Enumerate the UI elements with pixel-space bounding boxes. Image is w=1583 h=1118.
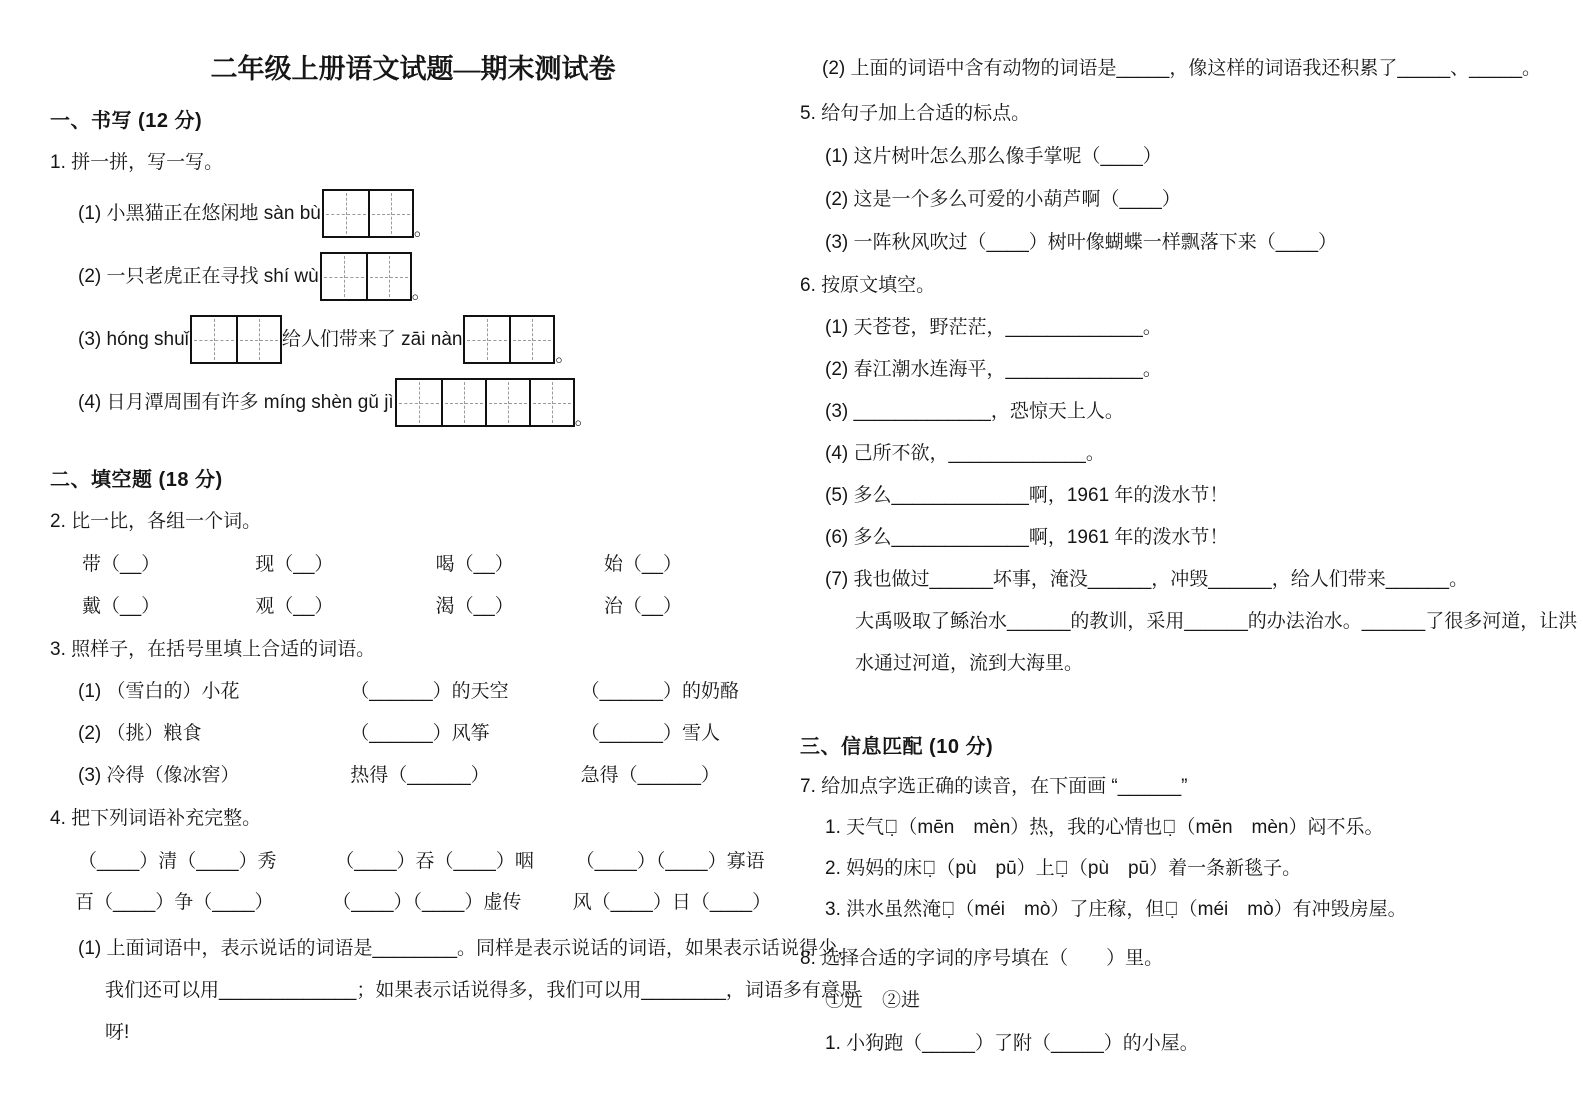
section3-heading: 三、信息匹配 (10 分) [800, 736, 994, 758]
writing-grid [190, 315, 282, 364]
writing-grid [463, 315, 555, 364]
q5-label: 5. 给句子加上合适的标点。 [800, 103, 1031, 124]
q8-item: 1. 小狗跑（_____）了附（_____）的小屋。 [825, 1033, 1199, 1054]
left-column [50, 40, 859, 1043]
grid-cell [324, 191, 368, 236]
period-mark: 。 [574, 408, 594, 429]
q3-row [50, 681, 776, 702]
word-blank: 治（__） [603, 596, 682, 617]
word-blank: 观（__） [255, 596, 334, 617]
q2-label: 2. 比一比，各组一个词。 [50, 511, 262, 532]
q7-item: 2. 妈妈的床铺̣（pù pū）上铺̣（pù pū）着一条新毯子。 [825, 858, 1302, 879]
q6-item: (1) 天苍苍，野茫茫，_____________。 [825, 317, 1162, 338]
q8-label: 8. 选择合适的字词的序号填在（ ）里。 [800, 948, 1164, 969]
phrase-blank: （______）雪人 [580, 723, 720, 744]
section1-heading: 一、书写 (12 分) [50, 110, 203, 132]
grid-cell [509, 317, 553, 362]
q1-item-4 [50, 378, 776, 427]
q6-item: (5) 多么_____________啊，1961 年的泼水节！ [825, 485, 1229, 506]
q4-sub1-line2: 我们还可以用_____________；如果表示话说得多，我们可以用________，词语多有意思 [105, 980, 859, 1001]
q1-item-1-text: (1) 小黑猫正在悠闲地 sàn bù [78, 203, 321, 224]
grid-cell [465, 317, 509, 362]
q1-item-2 [50, 252, 776, 301]
q1-item-3-mid-text: 给人们带来了 zāi nàn [281, 329, 463, 350]
right-column [800, 40, 1583, 1054]
q6-item: (2) 春江潮水连海平，_____________。 [825, 359, 1162, 380]
grid-cell [366, 254, 410, 299]
phrase-blank: 急得（______） [580, 765, 720, 786]
q7-item: 3. 洪水虽然淹没̣（méi mò）了庄稼，但没̣（méi mò）有冲毁房屋。 [825, 899, 1407, 920]
q5-item: (2) 这是一个多么可爱的小葫芦啊（____） [825, 189, 1181, 210]
word-blank: 渴（__） [435, 596, 514, 617]
q5-item: (3) 一阵秋风吹过（____）树叶像蝴蝶一样飘落下来（____） [825, 232, 1338, 253]
writing-grid [322, 189, 414, 238]
idiom-blank: （____）（____）虚传 [332, 892, 522, 913]
q4-sub1-line3: 呀! [105, 1022, 130, 1043]
word-blank: 戴（__） [82, 596, 161, 617]
period-mark: 。 [411, 282, 431, 303]
period-mark: 。 [413, 219, 433, 240]
phrase-blank: 热得（______） [350, 765, 490, 786]
grid-cell [485, 380, 529, 425]
q4-row [50, 851, 776, 872]
q7-item: 1. 天气闷̣（mēn mèn）热，我的心情也闷̣（mēn mèn）闷不乐。 [825, 817, 1384, 838]
grid-cell [192, 317, 236, 362]
q6-item: (4) 己所不欲，_____________。 [825, 443, 1105, 464]
q6-item: (6) 多么_____________啊，1961 年的泼水节！ [825, 527, 1229, 548]
phrase-example: (1) （雪白的）小花 [78, 681, 240, 702]
q8-options: ①近 ②进 [825, 990, 921, 1011]
q1-label: 1. 拼一拼，写一写。 [50, 152, 224, 173]
word-blank: 带（__） [82, 554, 161, 575]
q2-row [50, 596, 776, 617]
idiom-blank: 风（____）日（____） [572, 892, 772, 913]
q3-row [50, 723, 776, 744]
q1-item-3-text: (3) hóng shuǐ [78, 329, 189, 350]
period-mark: 。 [555, 345, 575, 366]
q4-sub2: (2) 上面的词语中含有动物的词语是_____，像这样的词语我还积累了_____、_____。 [822, 58, 1542, 79]
q1-item-4-text: (4) 日月潭周围有许多 míng shèn gǔ jì [78, 392, 394, 413]
section2-heading: 二、填空题 (18 分) [50, 469, 223, 491]
word-blank: 喝（__） [435, 554, 514, 575]
grid-cell [529, 380, 573, 425]
q6-item: (3) _____________，恐惊天上人。 [825, 401, 1124, 422]
q3-label: 3. 照样子，在括号里填上合适的词语。 [50, 639, 376, 660]
idiom-blank: （____）清（____）秀 [78, 851, 277, 872]
grid-cell [322, 254, 366, 299]
phrase-blank: （______）风筝 [350, 723, 490, 744]
writing-grid [320, 252, 412, 301]
q6-item: (7) 我也做过______坏事，淹没______，冲毁______，给人们带来______。 [825, 569, 1469, 590]
phrase-example: (2) （挑）粮食 [78, 723, 202, 744]
idiom-blank: （____）吞（____）咽 [335, 851, 534, 872]
grid-cell [236, 317, 280, 362]
q3-row [50, 765, 776, 786]
q6-item-continuation: 水通过河道，流到大海里。 [855, 653, 1084, 674]
q1-item-2-text: (2) 一只老虎正在寻找 shí wù [78, 266, 319, 287]
page-title: 二年级上册语文试题—期末测试卷 [210, 54, 616, 84]
grid-cell [397, 380, 441, 425]
phrase-blank: （______）的天空 [350, 681, 509, 702]
q1-item-1 [50, 189, 776, 238]
grid-cell [441, 380, 485, 425]
writing-grid [395, 378, 575, 427]
q5-item: (1) 这片树叶怎么那么像手掌呢（____） [825, 146, 1162, 167]
grid-cell [368, 191, 412, 236]
q4-label: 4. 把下列词语补充完整。 [50, 808, 262, 829]
word-blank: 始（__） [603, 554, 682, 575]
phrase-example: (3) 冷得（像冰窖） [78, 765, 240, 786]
word-blank: 现（__） [255, 554, 334, 575]
q4-sub1-line1: (1) 上面词语中，表示说话的词语是________。同样是表示说话的词语，如果表示话说得少， [78, 938, 857, 959]
q7-label: 7. 给加点字选正确的读音，在下面画 “______” [800, 776, 1188, 797]
idiom-blank: （____）（____）寡语 [575, 851, 765, 872]
phrase-blank: （______）的奶酪 [580, 681, 739, 702]
q6-label: 6. 按原文填空。 [800, 275, 936, 296]
q2-row [50, 554, 776, 575]
q4-row [50, 892, 776, 913]
idiom-blank: 百（____）争（____） [75, 892, 274, 913]
q6-item-continuation: 大禹吸取了鲧治水______的教训，采用______的办法治水。______了很多河道，让洪 [855, 611, 1578, 632]
q1-item-3 [50, 315, 776, 364]
